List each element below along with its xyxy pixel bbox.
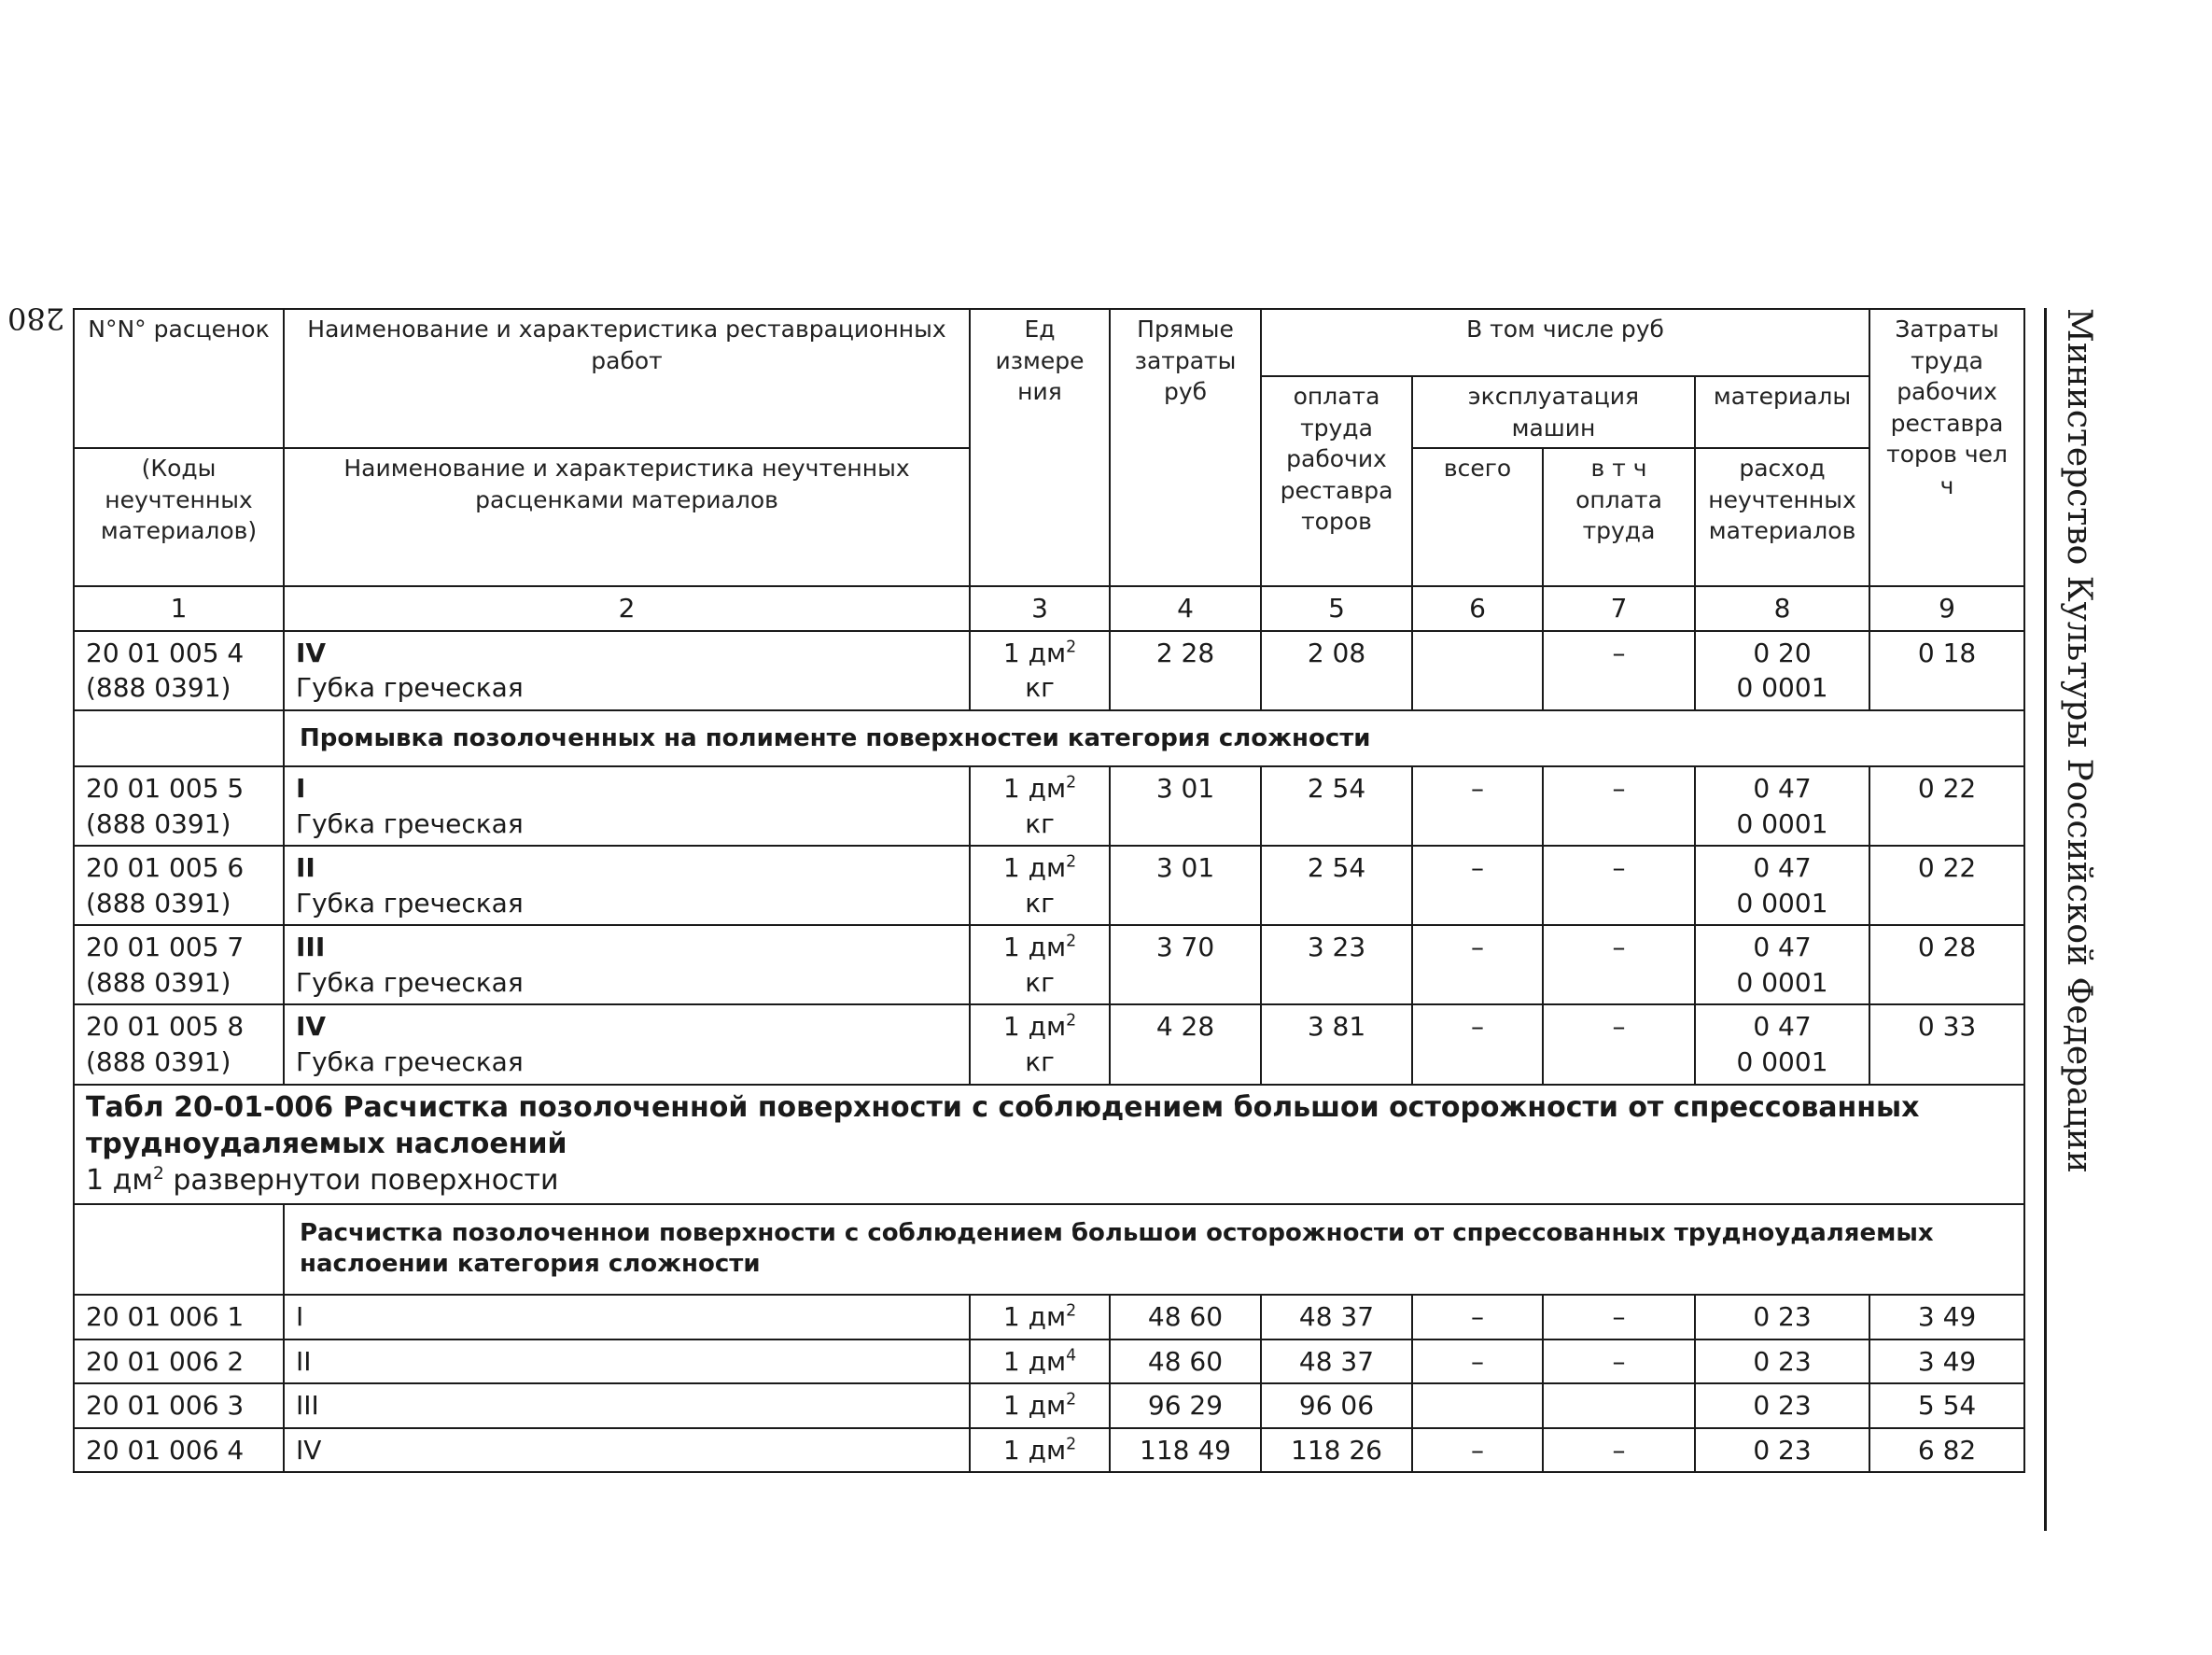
- materials: 0 47 0 0001: [1695, 766, 1869, 846]
- worker-pay: 3 81: [1261, 1004, 1412, 1084]
- table-row: [74, 631, 2024, 710]
- header-work-name: Наименование и характеристика реставрационных работ: [284, 309, 970, 448]
- header-unit: Ед измере ния: [970, 309, 1110, 586]
- table-row: [74, 1383, 2024, 1428]
- rates-table: [73, 308, 2025, 1473]
- section-title: Промывка позолоченных на полименте поверхностеи категория сложности: [284, 710, 2024, 767]
- materials: 0 47 0 0001: [1695, 925, 1869, 1004]
- worker-pay: 3 23: [1261, 925, 1412, 1004]
- unit: 1 $дм^2$ кг: [970, 766, 1110, 846]
- header-machines-pay: в т ч оплата труда: [1543, 448, 1695, 586]
- rate-code: 20 01 005 6 (888 0391): [74, 846, 284, 925]
- machines-pay: –: [1543, 631, 1695, 710]
- machines-pay: –: [1543, 766, 1695, 846]
- col-number: 8: [1695, 586, 1869, 631]
- table-title: Табл 20-01-006 Расчистка позолоченной поверхности с соблюдением большои осторожности от спрессованных трудноудаляемых наслоений: [86, 1090, 1920, 1160]
- header-material-codes: (Коды неучтенных материалов): [74, 448, 284, 586]
- materials: 0 47 0 0001: [1695, 846, 1869, 925]
- header-machine-operation: эксплуатация машин: [1412, 376, 1695, 448]
- rate-code: 20 01 005 8 (888 0391): [74, 1004, 284, 1084]
- labor-costs: 3 49: [1869, 1295, 2024, 1339]
- unit: 1 $дм^2$ кг: [970, 925, 1110, 1004]
- worker-pay: 48 37: [1261, 1339, 1412, 1384]
- category: I: [284, 1295, 970, 1339]
- rate-code: 20 01 005 7 (888 0391): [74, 925, 284, 1004]
- header-direct-costs: Прямые затраты руб: [1110, 309, 1261, 586]
- header-material-consumption: расход неучтенных материалов: [1695, 448, 1869, 586]
- header-material-names: Наименование и характеристика неучтенных расценками материалов: [284, 448, 970, 586]
- rate-code: 20 01 005 5 (888 0391): [74, 766, 284, 846]
- section-title: Расчистка позолоченнои поверхности с соблюдением большои осторожности от спрессованных трудноудаляемых наслоении категория сложности: [284, 1204, 2024, 1296]
- work-description: I Губка греческая: [284, 766, 970, 846]
- table-row: [74, 766, 2024, 846]
- header-rate-numbers: N°N° расценок: [74, 309, 284, 448]
- machines-pay: [1543, 1383, 1695, 1428]
- header-rule: [2044, 308, 2047, 1531]
- machines-pay: –: [1543, 1295, 1695, 1339]
- machines-total: –: [1412, 846, 1543, 925]
- running-header: Министерство Культуры Российской Федерации: [2060, 308, 2098, 1173]
- unit: 1 $дм^2$ кг: [970, 631, 1110, 710]
- unit: 1 $дм^2$: [970, 1295, 1110, 1339]
- worker-pay: 2 54: [1261, 846, 1412, 925]
- rate-code: 20 01 006 4: [74, 1428, 284, 1473]
- header-worker-pay: оплата труда рабочих реставра торов: [1261, 376, 1412, 586]
- machines-total: [1412, 631, 1543, 710]
- page-number: 280: [7, 301, 65, 336]
- col-number: 2: [284, 586, 970, 631]
- header-machines-total: всего: [1412, 448, 1543, 586]
- col-number: 9: [1869, 586, 2024, 631]
- header-labor-costs: Затраты труда рабочих реставра торов чел ч: [1869, 309, 2024, 586]
- direct-costs: 3 70: [1110, 925, 1261, 1004]
- direct-costs: 48 60: [1110, 1295, 1261, 1339]
- direct-costs: 96 29: [1110, 1383, 1261, 1428]
- machines-total: –: [1412, 1004, 1543, 1084]
- unit: 1 $дм^2$ кг: [970, 1004, 1110, 1084]
- materials: 0 20 0 0001: [1695, 631, 1869, 710]
- rate-code: 20 01 006 3: [74, 1383, 284, 1428]
- worker-pay: 96 06: [1261, 1383, 1412, 1428]
- work-description: IV Губка греческая: [284, 1004, 970, 1084]
- rate-code: 20 01 006 1: [74, 1295, 284, 1339]
- table-row: [74, 846, 2024, 925]
- materials: 0 23: [1695, 1383, 1869, 1428]
- machines-pay: –: [1543, 1428, 1695, 1473]
- materials: 0 23: [1695, 1295, 1869, 1339]
- col-number: 6: [1412, 586, 1543, 631]
- rate-code: 20 01 005 4 (888 0391): [74, 631, 284, 710]
- col-number: 7: [1543, 586, 1695, 631]
- machines-total: [1412, 1383, 1543, 1428]
- direct-costs: 118 49: [1110, 1428, 1261, 1473]
- direct-costs: 3 01: [1110, 846, 1261, 925]
- unit: 1 $дм^2$: [970, 1383, 1110, 1428]
- labor-costs: 0 18: [1869, 631, 2024, 710]
- unit: 1 $дм^2$ кг: [970, 846, 1110, 925]
- labor-costs: 0 22: [1869, 846, 2024, 925]
- header-materials: материалы: [1695, 376, 1869, 448]
- unit: 1 $дм^2$: [970, 1428, 1110, 1473]
- unit: 1 $дм^4$: [970, 1339, 1110, 1384]
- machines-total: –: [1412, 766, 1543, 846]
- direct-costs: 4 28: [1110, 1004, 1261, 1084]
- col-number: 4: [1110, 586, 1261, 631]
- table-row: [74, 1428, 2024, 1473]
- rate-code: 20 01 006 2: [74, 1339, 284, 1384]
- header-including: В том числе руб: [1261, 309, 1869, 376]
- direct-costs: 3 01: [1110, 766, 1261, 846]
- table-unit: 1 $дм^2$ развернутои поверхности: [86, 1163, 559, 1197]
- machines-total: –: [1412, 925, 1543, 1004]
- worker-pay: 48 37: [1261, 1295, 1412, 1339]
- machines-total: –: [1412, 1339, 1543, 1384]
- materials: 0 47 0 0001: [1695, 1004, 1869, 1084]
- labor-costs: 0 22: [1869, 766, 2024, 846]
- machines-pay: –: [1543, 1004, 1695, 1084]
- machines-pay: –: [1543, 1339, 1695, 1384]
- labor-costs: 6 82: [1869, 1428, 2024, 1473]
- machines-total: –: [1412, 1295, 1543, 1339]
- category: III: [284, 1383, 970, 1428]
- materials: 0 23: [1695, 1339, 1869, 1384]
- work-description: IV Губка греческая: [284, 631, 970, 710]
- col-number: 5: [1261, 586, 1412, 631]
- direct-costs: 48 60: [1110, 1339, 1261, 1384]
- labor-costs: 0 33: [1869, 1004, 2024, 1084]
- machines-total: –: [1412, 1428, 1543, 1473]
- work-description: III Губка греческая: [284, 925, 970, 1004]
- table-row: [74, 925, 2024, 1004]
- worker-pay: 2 08: [1261, 631, 1412, 710]
- table-caption: [74, 1085, 2024, 1204]
- labor-costs: 0 28: [1869, 925, 2024, 1004]
- worker-pay: 2 54: [1261, 766, 1412, 846]
- col-number: 3: [970, 586, 1110, 631]
- table-row: [74, 1339, 2024, 1384]
- machines-pay: –: [1543, 846, 1695, 925]
- labor-costs: 3 49: [1869, 1339, 2024, 1384]
- table-row: [74, 1295, 2024, 1339]
- materials: 0 23: [1695, 1428, 1869, 1473]
- empty-cell: [74, 1204, 284, 1296]
- work-description: II Губка греческая: [284, 846, 970, 925]
- table-row: [74, 1004, 2024, 1084]
- col-number: 1: [74, 586, 284, 631]
- empty-cell: [74, 710, 284, 767]
- category: II: [284, 1339, 970, 1384]
- category: IV: [284, 1428, 970, 1473]
- machines-pay: –: [1543, 925, 1695, 1004]
- direct-costs: 2 28: [1110, 631, 1261, 710]
- worker-pay: 118 26: [1261, 1428, 1412, 1473]
- labor-costs: 5 54: [1869, 1383, 2024, 1428]
